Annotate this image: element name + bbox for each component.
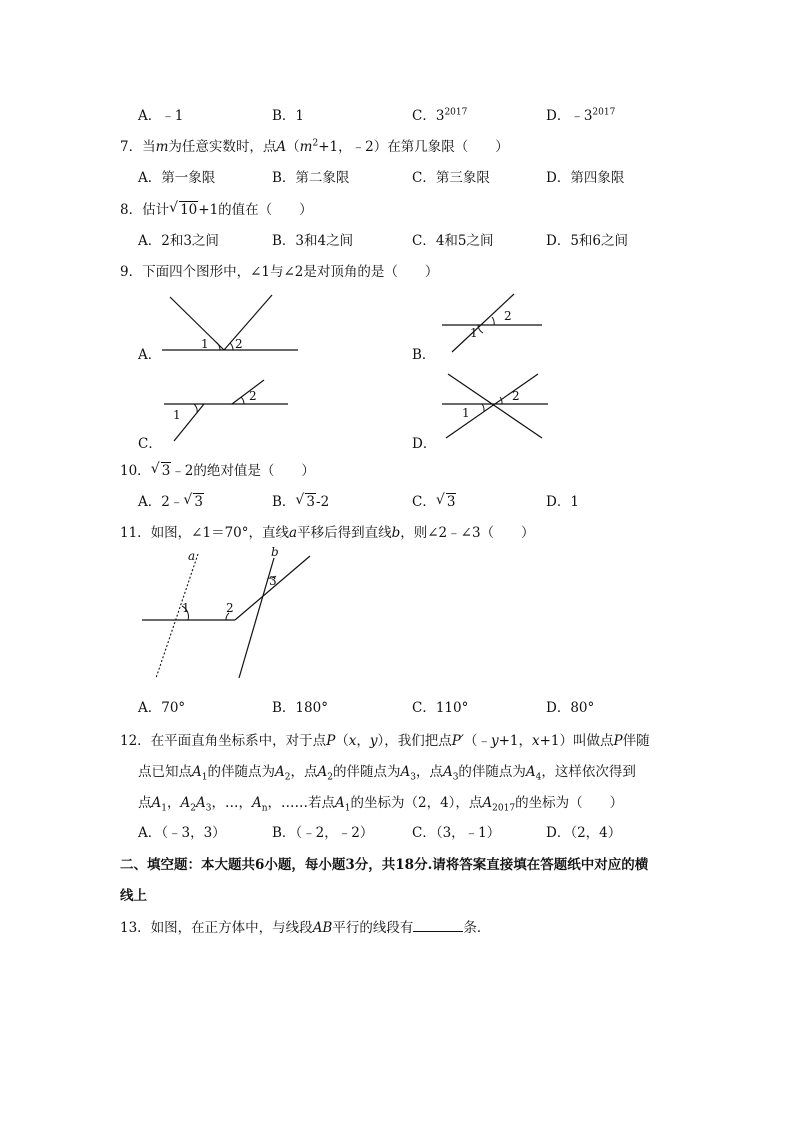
q6-option-a: A．﹣1 [138, 108, 184, 124]
q11-line-b-label: b [271, 545, 279, 559]
q7-option-d: D．第四象限 [546, 170, 625, 186]
q12-option-b: B．（﹣2，﹣2） [272, 825, 374, 841]
q11-angle1-label: 1 [182, 601, 190, 615]
q9-label-d: D． [412, 436, 437, 452]
q8-option-d: D．5和6之间 [546, 233, 629, 249]
q9b-angle2-label: 2 [504, 309, 512, 323]
q12-option-a: A．（﹣3，3） [138, 825, 226, 841]
q9-figure-d [440, 372, 550, 440]
q8-radical: √ 10 [170, 202, 198, 218]
section2-heading-line2: 线上 [120, 888, 147, 904]
q7-option-b: B．第二象限 [272, 170, 350, 186]
q11-line-a-label: a [188, 549, 196, 563]
q12-line2: 点已知点$A_1$的伴随点为$A_2$，点$A_2$的伴随点为$A_3$，点$A_3$的伴随点为$A_4$，这样依次得到 [138, 764, 636, 783]
q8-option-b: B．3和4之间 [272, 233, 354, 249]
q9-stem: 9．下面四个图形中，∠1与∠2是对顶角的是（ ） [120, 264, 439, 280]
q11-option-b: B．180° [272, 700, 328, 716]
q8-option-a: A．2和3之间 [138, 233, 219, 249]
q12-option-d: D．（2，4） [546, 825, 622, 841]
q9-figure-c [160, 378, 292, 444]
q9a-angle2-label: 2 [235, 337, 243, 351]
q9-label-a: A． [138, 347, 162, 363]
q6-option-c: C．$3^{2017}$ [412, 107, 468, 124]
q6-option-b: B．1 [272, 108, 305, 124]
q9c-angle2-label: 2 [249, 389, 257, 403]
q13-answer-blank [413, 919, 463, 932]
q10-option-d: D．1 [546, 494, 579, 510]
q10-option-a: A．2﹣√ 3 [138, 490, 204, 510]
q6-option-d: D．$﹣3^{2017}$ [546, 107, 616, 124]
q7-option-a: A．第一象限 [138, 170, 216, 186]
q9d-angle2-label: 2 [512, 389, 520, 403]
q11-option-a: A．70° [138, 700, 186, 716]
q11-angle2-label: 2 [226, 601, 234, 615]
q12-option-c: C．（3，﹣1） [412, 825, 501, 841]
q11-option-d: D．80° [546, 700, 595, 716]
section2-heading-line1: 二、填空题：本大题共6小题，每小题3分，共18分.请将答案直接填在答题纸中对应的横 [120, 857, 649, 873]
q8-option-c: C．4和5之间 [412, 233, 494, 249]
q9a-angle1-label: 1 [201, 337, 209, 351]
q11-stem: 11．如图，∠1＝70°，直线a平移后得到直线b，则∠2﹣∠3（ ） [120, 525, 535, 541]
q9-label-c: C． [138, 436, 162, 452]
q9-figure-b [440, 292, 545, 354]
q10-option-b: B．√ 3-2 [272, 490, 329, 510]
q10-stem: 10．√ 3﹣2的绝对值是（ ） [120, 459, 315, 479]
q7-option-c: C．第三象限 [412, 170, 490, 186]
q12-line3: 点$A_1$，$A_2A_3$，…，$A_n$，……若点$A_1$的坐标为（2，4），点$A_{2017}$的坐标为（ ） [138, 795, 624, 814]
q9b-angle1-label: 1 [470, 326, 478, 340]
q8-stem: 8．估计√ 10+1的值在（ ） [120, 198, 313, 218]
q7-stem: 7．当m为任意实数时，点$A(m^2+1$，﹣2）在第几象限（ ） [120, 138, 509, 155]
q9d-angle1-label: 1 [462, 406, 470, 420]
q9c-angle1-label: 1 [173, 408, 181, 422]
q11-option-c: C．110° [412, 700, 469, 716]
q9-figure-a [160, 292, 300, 354]
q9-label-b: B． [412, 347, 436, 363]
q10-option-c: C．√ 3 [412, 490, 456, 510]
q10-radical: √ 3 [152, 463, 172, 479]
q11-angle3-label: 3 [269, 574, 277, 588]
q11-figure [140, 546, 315, 684]
q13-stem: 13．如图，在正方体中，与线段AB平行的线段有 条． [120, 920, 491, 936]
q12-line1: 12．在平面直角坐标系中，对于点P（x，y），我们把点P′（﹣y+1，x+1）叫做点P伴随 [120, 733, 650, 749]
